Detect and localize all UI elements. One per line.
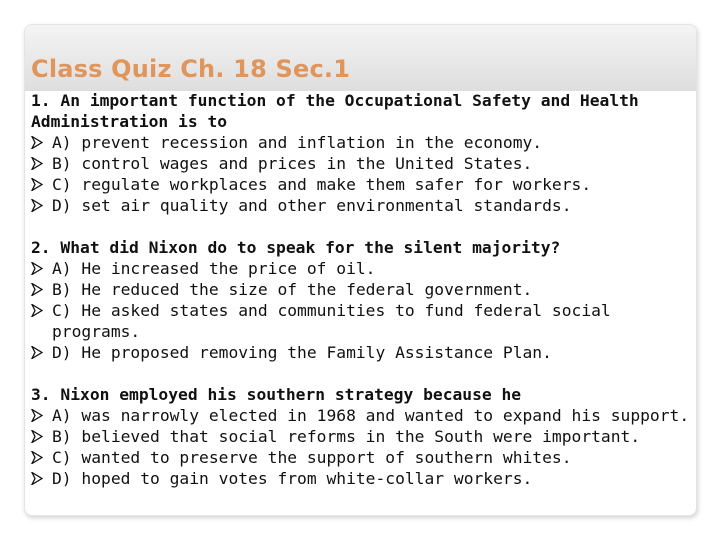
answer-option [31,426,691,447]
arrowhead-bullet-icon [31,409,43,422]
arrowhead-bullet-icon [31,451,43,464]
arrowhead-bullet-icon [31,430,43,443]
answer-option [31,174,691,195]
arrowhead-bullet-icon [31,157,43,170]
option-text: A) prevent recession and inflation in the economy. [52,133,543,152]
arrowhead-bullet-icon [31,199,43,212]
arrowhead-bullet-icon [31,346,43,359]
answer-option [31,132,691,153]
answer-option [31,342,691,363]
option-text: B) control wages and prices in the United States. [52,154,533,173]
option-text: D) hoped to gain votes from white-collar workers. [52,469,533,488]
arrowhead-bullet-icon [31,178,43,191]
options-list [31,132,691,216]
question-2 [31,237,691,363]
question-3 [31,384,691,489]
answer-option [31,195,691,216]
question-1 [31,90,691,216]
option-text: B) He reduced the size of the federal government. [52,280,533,299]
answer-option [31,279,691,300]
option-text: C) wanted to preserve the support of southern whites. [52,448,572,467]
answer-option [31,447,691,468]
arrowhead-bullet-icon [31,136,43,149]
option-text: C) He asked states and communities to fund federal social programs. [52,301,611,341]
option-text: D) He proposed removing the Family Assistance Plan. [52,343,552,362]
options-list [31,258,691,363]
quiz-content [31,90,691,510]
arrowhead-bullet-icon [31,304,43,317]
answer-option [31,153,691,174]
arrowhead-bullet-icon [31,472,43,485]
question-text: 3. Nixon employed his southern strategy because he [31,385,522,404]
answer-option [31,300,691,342]
answer-option [31,405,691,426]
options-list [31,405,691,489]
option-text: C) regulate workplaces and make them safer for workers. [52,175,592,194]
answer-option [31,468,691,489]
question-text: 1. An important function of the Occupational Safety and Health Administration is to [31,91,639,131]
option-text: D) set air quality and other environmental standards. [52,196,572,215]
option-text: A) was narrowly elected in 1968 and wanted to expand his support. [52,406,690,425]
option-text: A) He increased the price of oil. [52,259,376,278]
question-text: 2. What did Nixon do to speak for the silent majority? [31,238,561,257]
arrowhead-bullet-icon [31,283,43,296]
arrowhead-bullet-icon [31,262,43,275]
slide-frame [24,24,697,516]
option-text: B) believed that social reforms in the South were important. [52,427,641,446]
slide-title: Class Quiz Ch. 18 Sec.1 [31,55,351,83]
answer-option [31,258,691,279]
